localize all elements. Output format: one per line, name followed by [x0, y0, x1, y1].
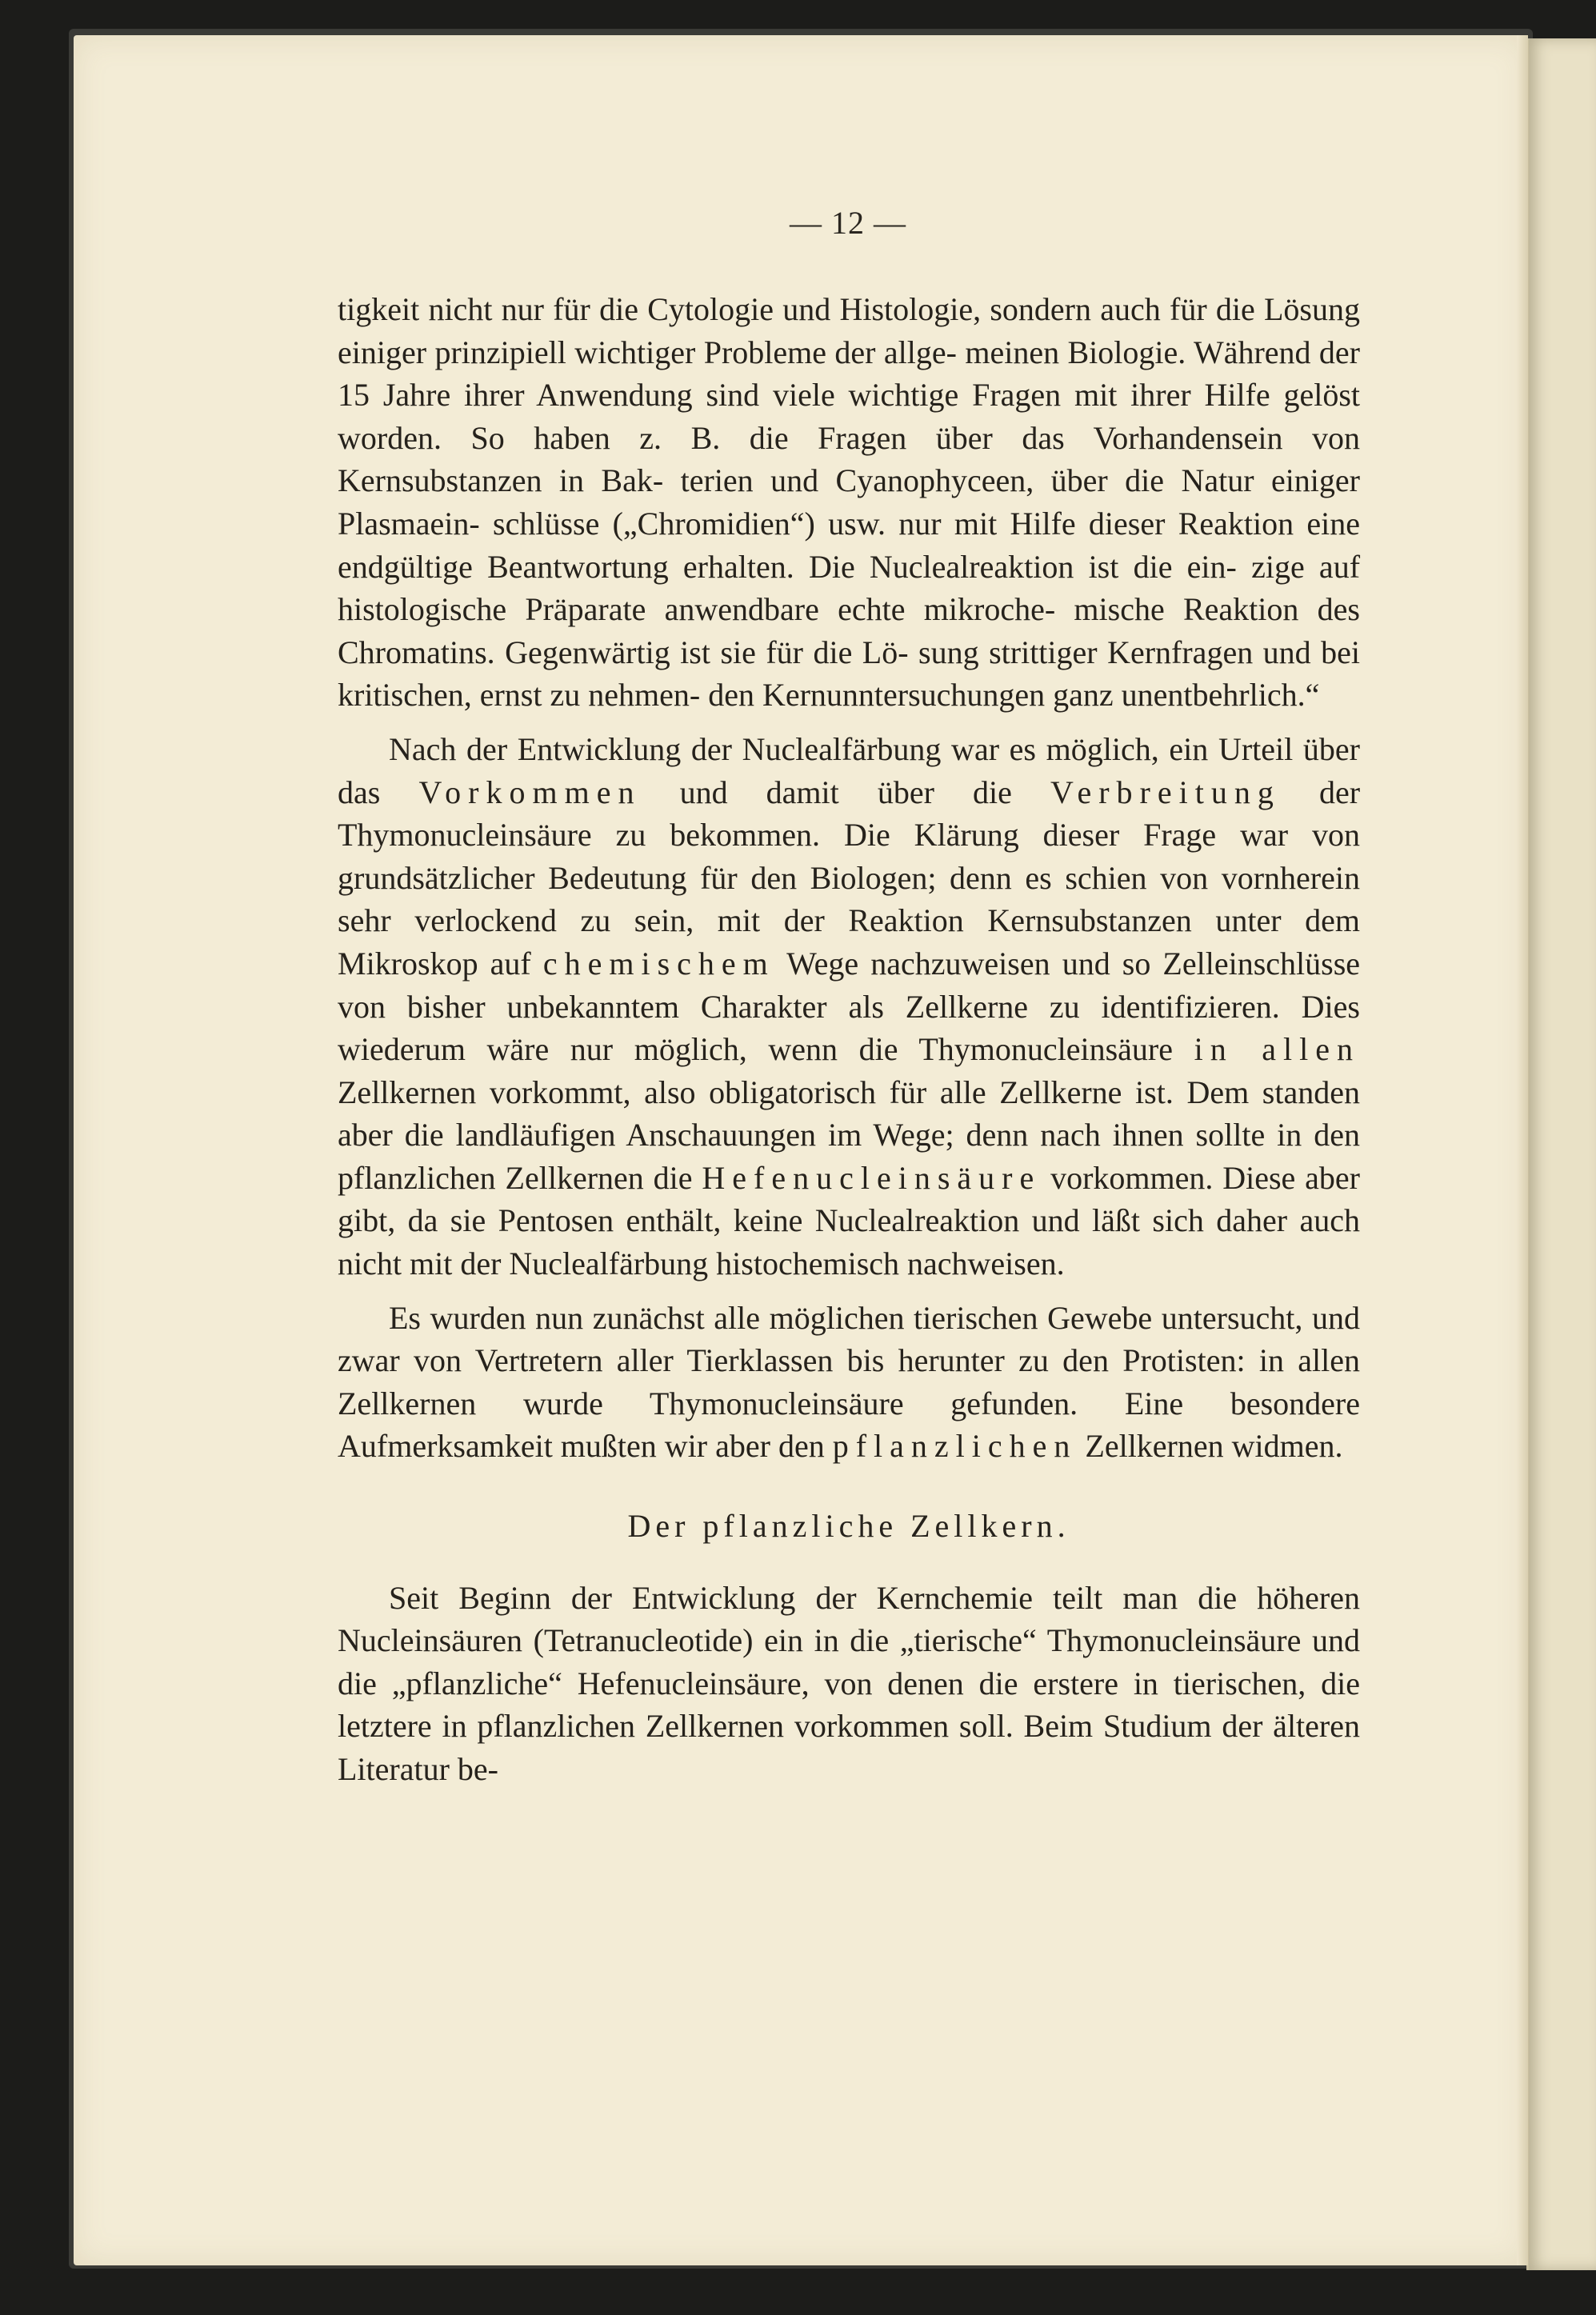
paragraph-1-line: endgültige Beantwortung erhalten. Die Nuclealreaktion ist die ein- — [338, 548, 1237, 585]
paragraph-3-text-b: Zellkernen widmen. — [1085, 1428, 1343, 1465]
paragraph-3-text-a: Es wurden nun zunächst alle möglichen tierischen Gewebe untersucht, und zwar von Vertretern aller Tierklassen bis herunter zu den Protisten: in allen Zellkernen wurde Thymonucleinsäure gefunden. Eine besondere Aufmerksamkeit mußten wir aber den — [338, 1299, 1360, 1465]
paragraph-3 — [338, 1297, 1360, 1468]
page-gutter — [1517, 35, 1528, 2265]
adjacent-page-edge — [1526, 38, 1596, 2270]
paragraph-2-text-b: und damit über die — [679, 774, 1012, 810]
section-heading: Der pflanzliche Zellkern. — [627, 1508, 1070, 1545]
paragraph-1-line: für die Lösung einiger prinzipiell wichtiger Probleme der allge- — [338, 291, 1361, 370]
paragraph-2-text-e: Zellkernen vorkommt, also obligatorisch für alle Zellkerne ist. Dem standen aber die landläufigen Anschauungen im Wege; denn nach ihnen sollte in den pflanzlichen Zellkernen die — [338, 1074, 1360, 1196]
paragraph-1-line: die Fragen über das Vorhandensein von Kernsubstanzen in Bak- — [338, 419, 1361, 499]
paragraph-1-line: mische Reaktion des Chromatins. Gegenwärtig ist sie für die Lö- — [338, 591, 1360, 670]
paragraph-2-text-a: Nach der Entwicklung der Nuclealfärbung war es möglich, ein Urteil über das — [338, 730, 1360, 810]
emphasis-in-allen: in allen — [1194, 1031, 1361, 1068]
emphasis-verbreitung: Verbreitung — [1050, 774, 1281, 810]
emphasis-hefenucleinsaeure: Hefenucleinsäure — [702, 1159, 1042, 1196]
paragraph-2-text-f: vorkommen. Diese aber gibt, da sie Pentosen enthält, keine Nuclealreaktion und läßt sich daher auch nicht mit der Nuclealfärbung histochemisch nachweisen. — [338, 1159, 1360, 1282]
emphasis-vorkommen: Vorkommen — [418, 774, 642, 810]
paragraph-1-line: sung strittiger Kernfragen und bei kritischen, ernst zu nehmen- — [338, 634, 1361, 714]
paragraph-1-line: den Kernunntersuchungen ganz unentbehrlich.“ — [708, 677, 1320, 714]
paragraph-1-line: meinen Biologie. Während der 15 Jahre ihrer Anwendung sind — [338, 334, 1361, 414]
paragraph-1-line: schlüsse („Chromidien“) usw. nur mit Hilfe dieser Reaktion eine — [493, 505, 1361, 542]
paragraph-2 — [338, 728, 1360, 1285]
paragraph-2-text-d: Wege nachzuweisen und so Zelleinschlüsse von bisher unbekanntem Charakter als Zellkerne zu identifizieren. Dies wiederum wäre nur möglich, wenn die Thymonucleinsäure — [338, 945, 1361, 1068]
emphasis-pflanzlichen: pflanzlichen — [832, 1428, 1078, 1465]
page-number: — 12 — — [790, 205, 906, 241]
paragraph-2-text-c: der Thymonucleinsäure zu bekommen. Die Klärung dieser Frage war von grundsätzlicher Bedeutung für den Biologen; denn es schien von vornherein sehr verlockend zu sein, mit der Reaktion Kernsubstanzen unter dem Mikroskop auf — [338, 774, 1361, 982]
paragraph-1-line: zige auf histologische Präparate anwendbare echte mikroche- — [338, 548, 1361, 628]
paragraph-1-line: terien und Cyanophyceen, über die Natur einiger Plasmaein- — [338, 462, 1360, 542]
paragraph-1-line: viele wichtige Fragen mit ihrer Hilfe gelöst worden. So haben z. B. — [338, 377, 1361, 456]
paragraph-1 — [338, 288, 1360, 717]
paragraph-4: Seit Beginn der Entwicklung der Kernchemie teilt man die höheren Nucleinsäuren (Tetranucleotide) ein in die „tierische“ Thymonucleinsäure und die „pflanzliche“ Hefenucleinsäure, von denen die erstere in tierischen, die letztere in pflanzlichen Zellkernen vorkommen soll. Beim Studium der älteren Literatur be- — [338, 1579, 1360, 1787]
body-text — [338, 288, 1360, 1791]
paragraph-1-line: tigkeit nicht nur für die Cytologie und Histologie, sondern auch — [338, 291, 1161, 327]
emphasis-chemischem: chemischem — [542, 945, 775, 982]
